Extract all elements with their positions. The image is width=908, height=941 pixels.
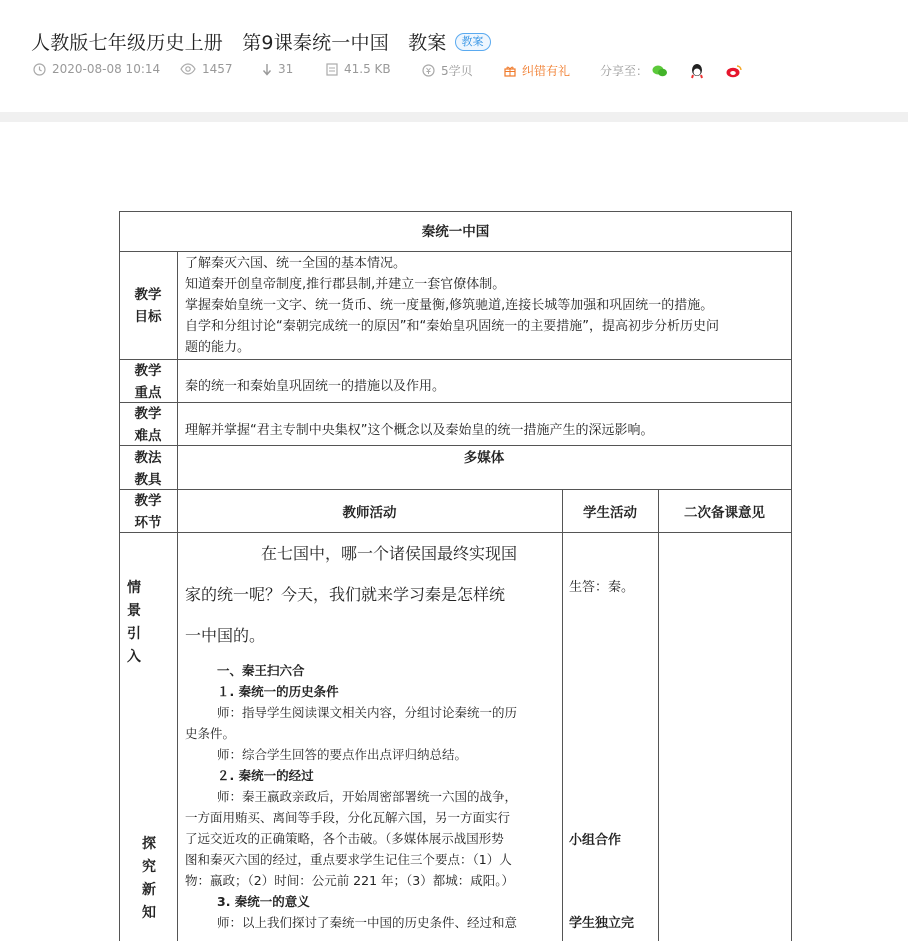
notes-header: 二次备课意见 — [684, 505, 765, 521]
difficulties-text: 理解并掌握“君主专制中央集权”这个概念以及秦始皇的统一措施产生的深远影响。 — [185, 423, 654, 438]
coin-icon — [422, 64, 435, 77]
share-bar — [600, 62, 749, 79]
qq-icon[interactable] — [690, 63, 704, 79]
lesson-plan-table — [119, 211, 792, 941]
objective-line: 掌握秦始皇统一文字、统一货币、统一度量衡,修筑驰道,连接长城等加强和巩固统一的措施。 — [185, 298, 714, 313]
intro-line: 在七国中，哪一个诸侯国最终实现国 — [261, 544, 518, 563]
report-error-link[interactable] — [504, 62, 570, 79]
paragraph-line: 一方面用贿买、离间等手段，分化瓦解六国，另一方面实行 — [185, 810, 511, 825]
category-badge[interactable]: 教案 — [455, 33, 491, 51]
method-label-1: 教法 — [134, 450, 162, 466]
view-count: 1457 — [202, 62, 233, 76]
upload-date: 2020-08-08 10:14 — [52, 62, 161, 76]
meta-downloads — [262, 62, 293, 76]
paragraph-line: 师：指导学生阅读课文相关内容，分组讨论秦统一的历 — [217, 705, 518, 720]
subheading: 3. 秦统一的意义 — [217, 894, 310, 909]
table-title: 秦统一中国 — [421, 224, 490, 240]
objective-line: 题的能力。 — [185, 340, 251, 355]
teacher-activity-header: 教师活动 — [342, 505, 397, 521]
student-activity-group: 小组合作 — [569, 833, 622, 848]
method-label-2: 教具 — [134, 472, 162, 488]
section-heading: 一、秦王扫六合 — [217, 663, 305, 678]
difficulties-label-1: 教学 — [134, 406, 162, 422]
section-divider — [0, 112, 908, 122]
intro-text — [185, 533, 560, 656]
download-arrow-icon — [262, 63, 272, 76]
objectives-text — [185, 253, 785, 358]
student-activity-header: 学生活动 — [583, 505, 637, 521]
objective-line: 自学和分组讨论“秦朝完成统一的原因”和“秦始皇巩固统一的主要措施”，提高初步分析历史问 — [185, 319, 719, 334]
explore-label: 探 究 新 知 — [142, 836, 156, 921]
file-size: 41.5 KB — [344, 62, 391, 76]
download-count: 31 — [278, 62, 294, 76]
intro-student-answer: 生答：秦。 — [569, 580, 635, 595]
paragraph-line: 了远交近攻的正确策略，各个击破。（多媒体展示战国形势 — [185, 831, 504, 846]
explore-text — [185, 660, 560, 933]
weibo-icon[interactable] — [726, 64, 743, 78]
objectives-label-2: 目标 — [134, 309, 162, 325]
paragraph-line: 师：秦王嬴政亲政后，开始周密部署统一六国的战争， — [217, 789, 518, 804]
paragraph-line: 师：以上我们探讨了秦统一中国的历史条件、经过和意 — [217, 915, 518, 930]
paragraph-line: 图和秦灭六国的经过，重点要求学生记住三个要点：（1）人 — [185, 852, 512, 867]
paragraph-line: 史条件。 — [185, 726, 236, 741]
student-activity-independent: 学生独立完 — [569, 916, 635, 931]
meta-price — [422, 62, 473, 79]
subheading: ２. 秦统一的经过 — [217, 768, 314, 783]
eye-icon — [180, 63, 196, 75]
objective-line: 了解秦灭六国、统一全国的基本情况。 — [185, 256, 407, 271]
share-label: 分享至： — [600, 64, 649, 78]
stage-label-1: 教学 — [134, 493, 162, 509]
method-text: 多媒体 — [463, 450, 505, 466]
intro-label: 情 景 引 入 — [127, 580, 141, 665]
intro-line: 一中国的。 — [185, 626, 266, 645]
intro-line: 家的统一呢？今天，我们就来学习秦是怎样统 — [185, 585, 506, 604]
document-header — [0, 0, 908, 112]
page-title: 人教版七年级历史上册 第9课秦统一中国 教案 — [31, 32, 447, 54]
paragraph-line: 师：综合学生回答的要点作出点评归纳总结。 — [217, 747, 468, 762]
gift-icon — [504, 65, 516, 77]
clock-icon — [33, 63, 46, 76]
key-points-label-1: 教学 — [134, 363, 162, 379]
title-row — [31, 28, 491, 55]
report-error-label: 纠错有礼 — [522, 64, 571, 78]
wechat-icon[interactable] — [652, 64, 668, 78]
objective-line: 知道秦开创皇帝制度,推行郡县制,并建立一套官僚体制。 — [185, 277, 506, 292]
paragraph-line: 物：嬴政；（2）时间：公元前 221 年；（3）都城：咸阳。） — [185, 873, 514, 888]
key-points-label-2: 重点 — [134, 385, 162, 401]
subheading: １. 秦统一的历史条件 — [217, 684, 339, 699]
meta-size — [326, 62, 391, 76]
price: 5学贝 — [441, 64, 473, 78]
file-icon — [326, 63, 338, 76]
difficulties-label-2: 难点 — [134, 428, 162, 444]
objectives-label-1: 教学 — [134, 287, 162, 303]
meta-views — [180, 62, 233, 76]
stage-label-2: 环节 — [134, 515, 162, 531]
meta-date — [33, 62, 160, 76]
key-points-text: 秦的统一和秦始皇巩固统一的措施以及作用。 — [185, 379, 446, 394]
